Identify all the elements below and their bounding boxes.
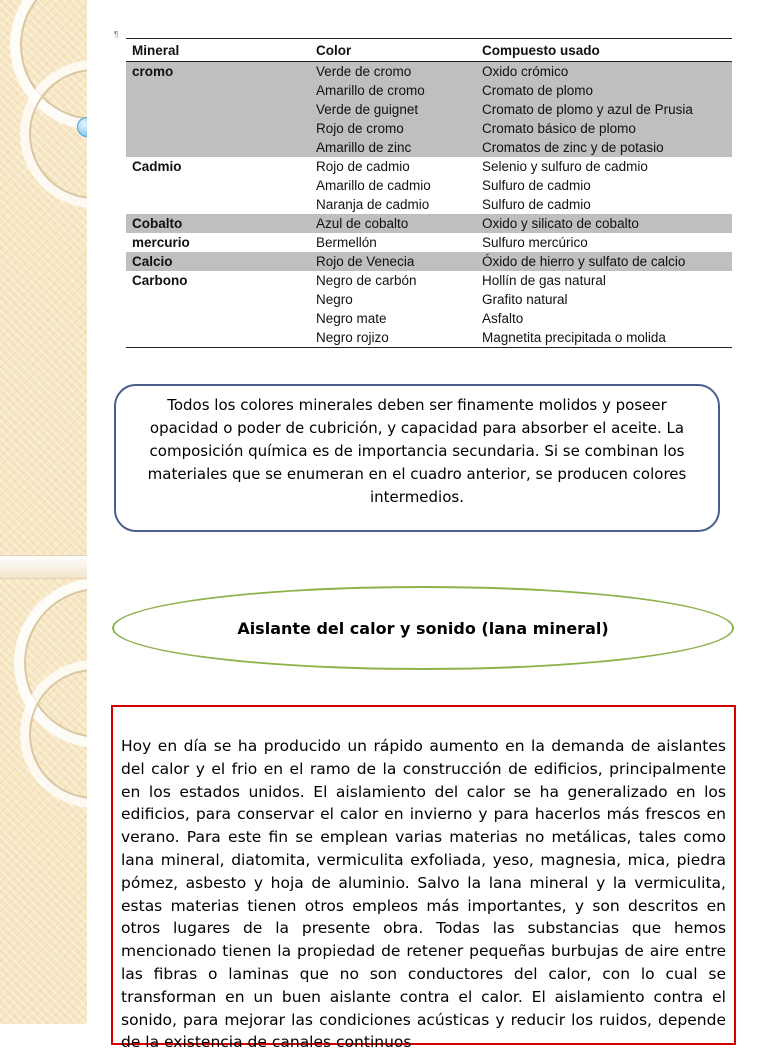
color-cell: Negro de carbón [310, 271, 476, 290]
mineral-group [126, 271, 732, 348]
table-row [126, 119, 732, 138]
header-color: Color [310, 39, 476, 62]
table-row [126, 157, 732, 176]
compound-cell: Cromato de plomo [476, 81, 732, 100]
color-cell: Amarillo de cadmio [310, 176, 476, 195]
mineral-group [126, 214, 732, 233]
mineral-group [126, 157, 732, 214]
table-row [126, 233, 732, 252]
table-row [126, 252, 732, 271]
table-row [126, 100, 732, 119]
body-text-box [111, 705, 736, 1052]
section-title: Aislante del calor y sonido (lana mineral) [237, 618, 609, 638]
table-row [126, 195, 732, 214]
decorative-side-strip [0, 0, 87, 1024]
mineral-cell: Cobalto [126, 214, 310, 233]
mineral-cell [126, 309, 310, 328]
color-cell: Amarillo de zinc [310, 138, 476, 157]
note-text: Todos los colores minerales deben ser finamente molidos y poseer opacidad o poder de cubrición, y capacidad para absorber el aceite. La composición química es de importancia secundaria. Si se combinan los materiales que se enumeran en el cuadro anterior, se producen colores intermedios. [147, 396, 687, 506]
compound-cell: Sulfuro de cadmio [476, 176, 732, 195]
header-mineral: Mineral [126, 39, 310, 62]
table-row [126, 81, 732, 100]
note-callout [114, 384, 720, 532]
table-row [126, 214, 732, 233]
compound-cell: Cromato de plomo y azul de Prusia [476, 100, 732, 119]
color-cell: Negro rojizo [310, 328, 476, 348]
color-cell: Negro mate [310, 309, 476, 328]
compound-cell: Magnetita precipitada o molida [476, 328, 732, 348]
table-row [126, 290, 732, 309]
compound-cell: Oxido crómico [476, 62, 732, 82]
compound-cell: Grafito natural [476, 290, 732, 309]
mineral-cell [126, 195, 310, 214]
mineral-cell [126, 176, 310, 195]
table-header-row [126, 39, 732, 62]
color-cell: Bermellón [310, 233, 476, 252]
mineral-group [126, 233, 732, 252]
mineral-group [126, 62, 732, 158]
table-row [126, 309, 732, 328]
color-cell: Azul de cobalto [310, 214, 476, 233]
compound-cell: Sulfuro mercúrico [476, 233, 732, 252]
mineral-group [126, 252, 732, 271]
mineral-cell [126, 100, 310, 119]
compound-cell: Oxido y silicato de cobalto [476, 214, 732, 233]
mineral-cell [126, 328, 310, 348]
table-row [126, 138, 732, 157]
compound-cell: Óxido de hierro y sulfato de calcio [476, 252, 732, 271]
mineral-cell: Cadmio [126, 157, 310, 176]
color-cell: Rojo de cadmio [310, 157, 476, 176]
compound-cell: Asfalto [476, 309, 732, 328]
table-anchor-mark: ¶ [114, 30, 119, 39]
mineral-cell [126, 138, 310, 157]
compound-cell: Cromatos de zinc y de potasio [476, 138, 732, 157]
section-title-ellipse [112, 586, 734, 670]
compound-cell: Selenio y sulfuro de cadmio [476, 157, 732, 176]
color-cell: Verde de cromo [310, 62, 476, 82]
header-compound: Compuesto usado [476, 39, 732, 62]
table-row [126, 328, 732, 348]
color-cell: Naranja de cadmio [310, 195, 476, 214]
minerals-table [126, 38, 732, 348]
mineral-cell: Calcio [126, 252, 310, 271]
compound-cell: Hollín de gas natural [476, 271, 732, 290]
mineral-cell: Carbono [126, 271, 310, 290]
mineral-cell [126, 119, 310, 138]
color-cell: Rojo de cromo [310, 119, 476, 138]
compound-cell: Sulfuro de cadmio [476, 195, 732, 214]
table-row [126, 176, 732, 195]
mineral-cell [126, 81, 310, 100]
color-cell: Rojo de Venecia [310, 252, 476, 271]
mineral-cell: mercurio [126, 233, 310, 252]
compound-cell: Cromato básico de plomo [476, 119, 732, 138]
table-row [126, 271, 732, 290]
color-cell: Amarillo de cromo [310, 81, 476, 100]
body-text: Hoy en día se ha producido un rápido aumento en la demanda de aislantes del calor y el frio en el ramo de la construcción de edificios, principalmente en los estados unidos. El aislamiento del calor se ha generalizado en los edificios, para conservar el calor en invierno y para hacerlos más frescos en verano. Para este fin se emplean varias materias no metálicas, tales como lana mineral, diatomita, vermiculita exfoliada, yeso, magnesia, mica, piedra pómez, asbesto y hoja de aluminio. Salvo la lana mineral y la vermiculita, estas materias tienen otros empleos más importantes, y son descritos en otros lugares de la presente obra. Todas las substancias que hemos mencionado tienen la propiedad de retener pequeñas burbujas de aire entre las fibras o laminas que no son conductores del calor, con lo cual se transforman en un buen aislante contra el calor. El aislamiento contra el sonido, para mejorar las condiciones acústicas y reducir los ruidos, depende de la existencia de canales continuos [121, 737, 726, 1052]
mineral-cell [126, 290, 310, 309]
color-cell: Negro [310, 290, 476, 309]
mineral-cell: cromo [126, 62, 310, 82]
decorative-band [0, 555, 87, 579]
table-row [126, 62, 732, 82]
color-cell: Verde de guignet [310, 100, 476, 119]
